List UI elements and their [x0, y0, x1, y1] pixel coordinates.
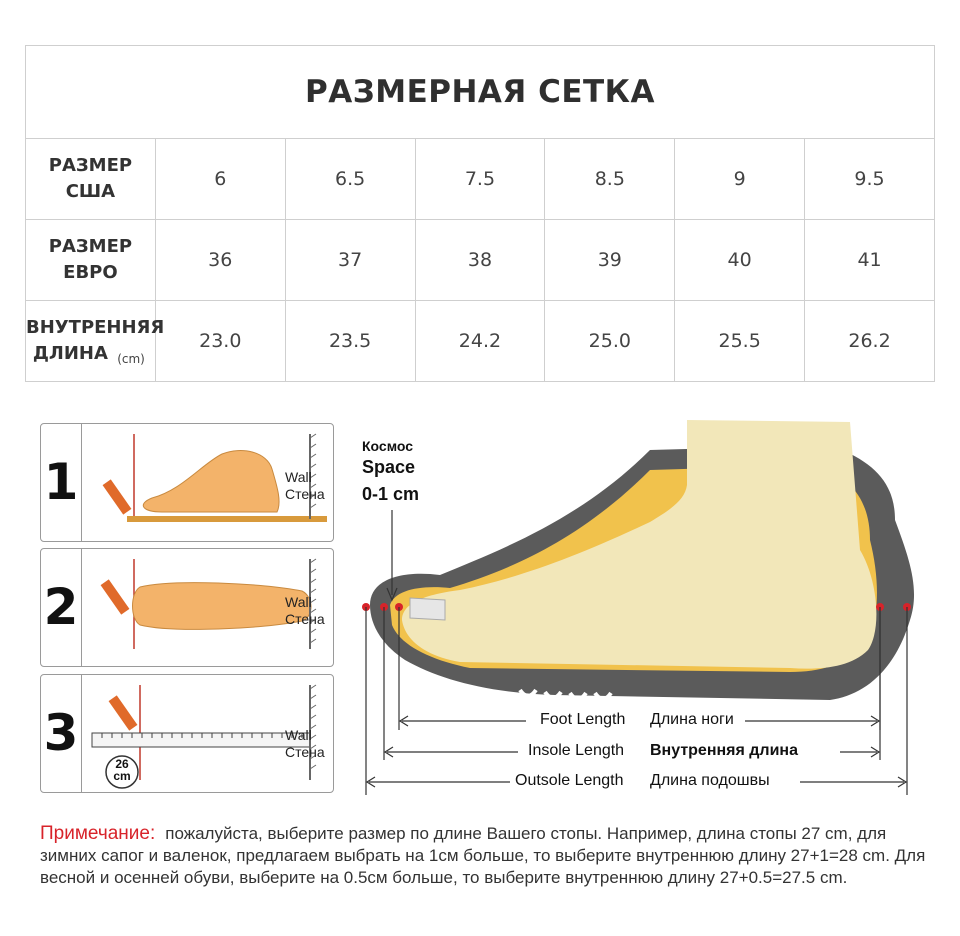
insole-length-ru: Внутренняя длина: [650, 742, 798, 759]
table-cell: 25.0: [545, 301, 675, 382]
space-range: 0-1 cm: [362, 484, 420, 504]
table-cell: 6.5: [285, 139, 415, 220]
table-cell: 6: [155, 139, 285, 220]
wall-en: Wall: [285, 594, 312, 610]
table-cell: 24.2: [415, 301, 545, 382]
wall-en: Wall: [285, 469, 312, 485]
table-cell: 9.5: [805, 139, 935, 220]
step-1-panel: [40, 423, 334, 542]
ruler-unit: cm: [113, 769, 131, 783]
table-row: [26, 220, 935, 301]
row-label-us: РАЗМЕР США: [26, 139, 156, 220]
size-table: [25, 45, 935, 382]
wall-ru: Стена: [285, 611, 325, 627]
unit-label: (cm): [117, 352, 145, 366]
note-paragraph: [40, 823, 940, 889]
foot-length-en: Foot Length: [540, 711, 626, 728]
row-label-insole: [26, 301, 165, 382]
table-cell: 23.5: [285, 301, 415, 382]
table-title: РАЗМЕРНАЯ СЕТКА: [26, 46, 935, 139]
table-row: [26, 139, 935, 220]
table-cell: 36: [155, 220, 285, 301]
insole-length-en: Insole Length: [528, 742, 625, 759]
shoe-length-diagram: [350, 410, 930, 810]
step-number: 1: [41, 424, 82, 541]
step-3-panel: [40, 674, 334, 793]
space-label-ru: Космос: [362, 438, 414, 454]
step-2-panel: [40, 548, 334, 667]
table-cell: 25.5: [675, 301, 805, 382]
row-label-euro: РАЗМЕР ЕВРО: [26, 220, 156, 301]
note-text: пожалуйста, выберите размер по длине Вашего стопы. Например, длина стопы 27 cm, для зимних сапог и валенок, предлагаем выбрать на 1см больше, то выберите внутреннюю длину 27+1=28 cm. Для весной и осенней обуви, выберите на 0.5см больше, то выберите внутреннюю длину 27+0.5=27.5 cm.: [40, 824, 926, 887]
table-cell: 37: [285, 220, 415, 301]
space-label-en: Space: [362, 457, 416, 477]
table-cell: 23.0: [155, 301, 285, 382]
shoe-illustration: [350, 410, 930, 810]
ruler-badge: [107, 758, 137, 782]
step-number: 2: [41, 549, 82, 666]
table-cell: 26.2: [805, 301, 935, 382]
wall-label: [285, 594, 325, 628]
table-cell: 7.5: [415, 139, 545, 220]
wall-ru: Стена: [285, 744, 325, 760]
table-cell: 9: [675, 139, 805, 220]
table-cell: 41: [805, 220, 935, 301]
table-cell: 8.5: [545, 139, 675, 220]
table-cell: 38: [415, 220, 545, 301]
table-row: [26, 301, 935, 382]
wall-label: [285, 727, 325, 761]
row-label-line2: ДЛИНА: [32, 343, 108, 364]
wall-label: [285, 469, 325, 503]
foot-length-ru: Длина ноги: [650, 711, 734, 728]
table-cell: 40: [675, 220, 805, 301]
ruler-value: 26: [115, 757, 129, 771]
table-cell: 39: [545, 220, 675, 301]
note-label: Примечание:: [40, 823, 156, 844]
outsole-length-ru: Длина подошвы: [650, 772, 770, 789]
outsole-length-en: Outsole Length: [515, 772, 624, 789]
wall-ru: Стена: [285, 486, 325, 502]
wall-en: Wall: [285, 727, 312, 743]
step-number: 3: [41, 675, 82, 792]
row-label-line1: ВНУТРЕННЯЯ: [26, 317, 165, 338]
